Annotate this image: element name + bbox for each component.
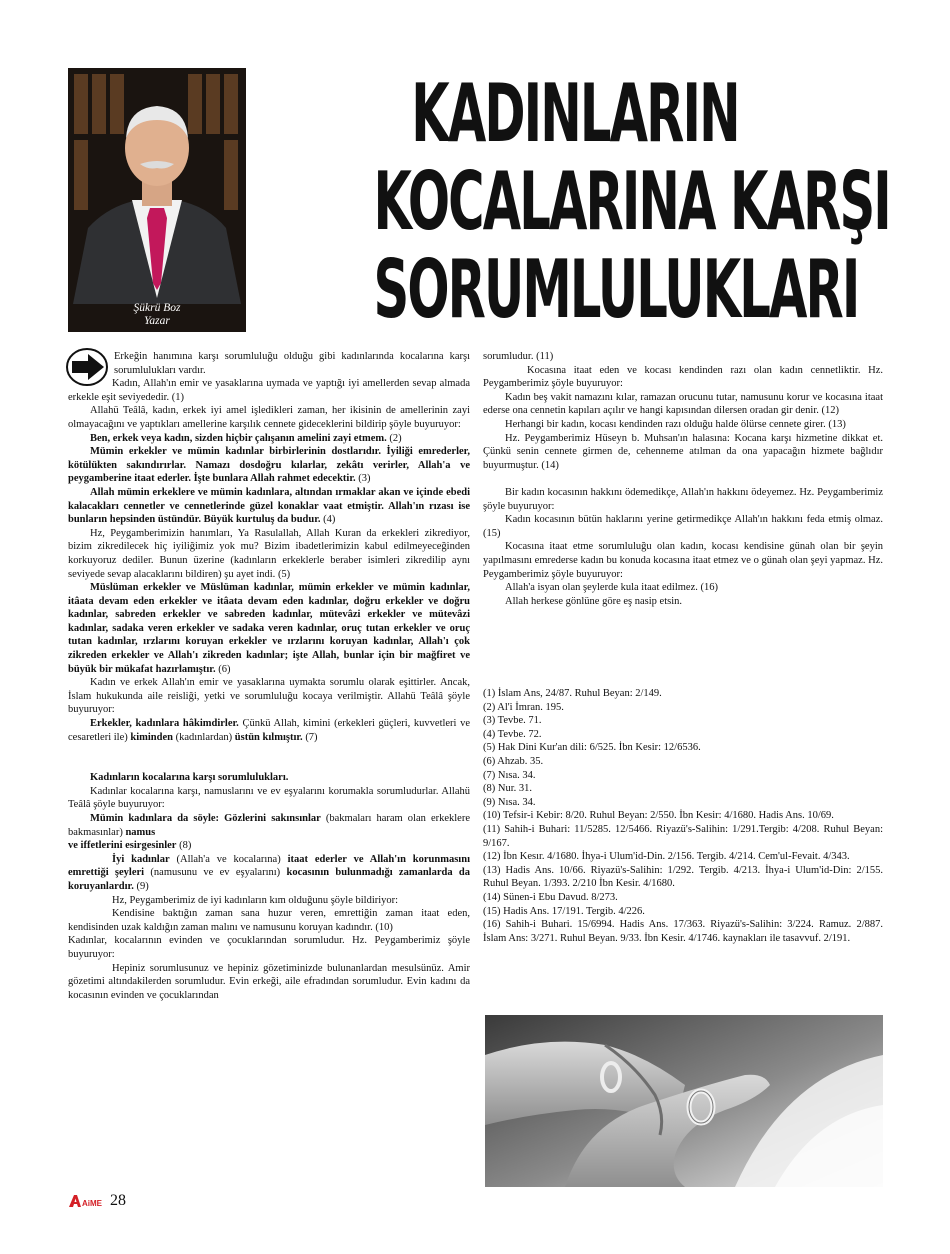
reference-item: (9) Nısa. 34. [483,796,536,808]
paragraph-text: (kadınlardan) [175,731,233,743]
verse-text: üstün kılmıştır. [234,731,303,743]
paragraph: Hz. Peygamberimiz Hüseyn b. Muhsan'ın halasına: Kocana karşı hizmetine dikkat et. Çünkü senin cennete girmen de, cehenneme atılman da ona yapacağın hizmete bağlıdır buyurmuştur. (14) [483,432,883,471]
verse-quote [68,853,470,894]
footnote-ref: (3) [358,473,371,485]
hands-illustration [485,1015,883,1187]
verse-text: namus [125,826,156,838]
reference-item: (14) Sünen-i Ebu Davud. 8/273. [483,891,618,903]
paragraph: sorumludur. (11) [483,351,554,362]
verse-text: Allah mümin erkeklere ve mümin kadınlara, altından ırmaklar akan ve içinde ebedi kalacakları cennetler ve cennetlerinde güzel konaklar vaat etmiştir. Allah'ın rızası ise bunların hepsinden üstündür. Büyük kurtuluş da budur. [68,486,470,526]
paragraph: Kadın beş vakit namazını kılar, ramazan orucunu tutar, namusunu korur ve kocasına itaat ederse ona cennetin kapıları açılır ve hangi kapısından dilersen oradan gir denir. (12) [483,391,883,417]
paragraph-text: (namusunu ve ev eşyalarını) [150,867,281,879]
author-portrait [68,68,246,332]
verse-text: Ben, erkek veya kadın, sizden hiçbir çalışanın amelini zayi etmem. [90,432,387,444]
paragraph-text: Çünkü Allah, kimini (erkekleri güçleri, kuvvetleri ve cesaretleri ile) [68,718,471,743]
footnote-ref: (6) [218,663,231,675]
spacer [68,744,470,771]
author-role: Yazar [144,315,170,327]
paragraph: Herhangi bir kadın, kocası kendinden razı olduğu halde ölürse cennete girer. (13) [505,418,846,430]
section-heading [68,771,470,785]
reference-item: (13) Hadis Ans. 10/66. Riyazü's-Salihin: 1/292. Tergib. 4/213. İhya-i Ulum'id-Din: 2/155. Ruhul Beyan. 1/393. 2/210 İbn Kesir. 4/1680. [483,864,883,890]
author-photo [68,68,246,332]
paragraph-text: Hz, Peygamberimizin hanımları, Ya Rasulallah, Allah Kuran da erkekleri zikrediyor, bizim zikredilecek hiç iyiliğimiz yok mu? Bizim ibadetlerimizin kabul edilmeyeceğinden korkuyoruz dediler. Bunun üzerine (kadınların erkeklerle beraber isimleri zikredilip aynı seviyede sevap alacaklarını bildiren) şu ayet indi. [68,527,470,580]
verse-text: kiminden [130,731,173,743]
paragraph: Allah'a isyan olan şeylerde kula itaat edilmez. (16) [505,582,718,594]
paragraph-text: (Allah'a ve kocalarına) [176,853,281,865]
verse-text: kocasının bulunmadığı zamanlarda da koruyanlardır. [68,867,471,892]
reference-item: (10) Tefsir-i Kebir: 8/20. Ruhul Beyan: 2/550. İbn Kesir: 4/1680. Hadis Ans. 10/69. [483,810,834,822]
verse-quote [68,445,470,486]
verse-text: İyi kadınlar [112,853,170,865]
reference-item: (8) Nur. 31. [483,783,532,795]
reference-item: (3) Tevbe. 71. [483,715,542,727]
reference-item: (12) İbn Kesır. 4/1680. İhya-i Ulum'id-Din. 2/156. Tergib. 4/214. Cem'ul-Fevait. 4/343. [483,851,850,863]
paragraph: Allahü Teâlâ, kadın, erkek iyi amel işledikleri zaman, her ikisinin de amellerinin zayi olmayacağını ve yaptıkları amellerine karşılık cennete gideceklerini bildirip şöyle buyuruyor: [68,405,470,430]
verse-text: Mümin erkekler ve mümin kadınlar birbirlerinin dostlarıdır. İyiliği emrederler, kötülükten sakındırırlar. Namazı dosdoğru kılarlar, zekâtı verirler, Allah'a ve peygamberine itaat ederler. İşte bunlara Allah rahmet edecektir. [68,446,470,485]
brand-name: AiME [82,1199,102,1208]
section-heading-text: Kadınların kocalarına karşı sorumlulukları. [90,772,289,784]
verse-quote [68,812,470,853]
brand-logo [68,1194,106,1208]
reference-item: (2) Al'i İmran. 195. [483,701,564,713]
paragraph: Allah herkese gönlüne göre eş nasip etsin. [505,595,682,607]
references-list [483,687,883,945]
reference-item: (7) Nısa. 34. [483,769,536,781]
right-column [483,350,883,608]
paragraph: Kadın ve erkek Allah'ın emir ve yasaklarına uymakta sorumlu olarak eşittirler. Ancak, İslam hukukunda aile reisliği, yetki ve sorumluluğu kocaya verilmiştir. Allahü Teâlâ şöyle buyuruyor: [68,677,470,716]
paragraph: Kocasına itaat etme sorumluluğu olan kadın, kocası kendisine günah olan bir şeyin yapılmasını emrederse kadın bu konuda kocasına itaat etmez ve o günah olan şeyi yapmaz. Hz. Peygamberimiz şöyle buyuruyor: [483,541,883,580]
reference-item: (4) Tevbe. 72. [483,728,542,740]
article-title [373,67,890,336]
author-caption [68,302,246,328]
reference-item: (5) Hak Dini Kur'an dili: 6/525. İbn Kesir: 12/6536. [483,742,701,754]
spacer [483,472,883,486]
reference-item: (15) Hadis Ans. 17/191. Tergib. 4/226. [483,905,645,917]
title-line-3: SORUMLULUKLARI [373,243,859,336]
paragraph: Erkeğin hanımına karşı sorumluluğu olduğu gibi kadınlarında kocalarına karşı sorumlulukları vardır. [114,351,470,376]
verse-quote [68,581,470,676]
footnote-ref: (2) [389,432,402,444]
paragraph-text: (bakmaları haram olan erkeklere bakmasınlar) [68,813,470,838]
paragraph: Bir kadın kocasının hakkını ödemedikçe, Allah'ın hakkını ödeyemez. Hz. Peygamberimiz şöyle buyuruyor: [483,486,883,512]
footnote-ref: (7) [305,731,318,743]
page-footer [68,1192,188,1210]
reference-item: (6) Ahzab. 35. [483,755,544,767]
reference-item: (11) Sahih-i Buhari: 11/5285. 12/5466. Riyazü's-Salihin: 1/291.Tergib: 4/208. Ruhul Beyan: 9/167. [483,823,883,849]
verse-quote [68,432,470,446]
footnote-ref: (5) [277,568,291,580]
paragraph: Kadın kocasının bütün haklarını yerine getirmedikçe Allah'ın hakkını feda etmiş olmaz. (15) [483,514,883,539]
page-number: 28 [110,1192,126,1209]
title-line-1: KADINLARIN [411,67,739,160]
footnote-ref: (8) [179,840,192,852]
footnote-ref: (9) [136,880,149,892]
title-line-2: KOCALARINA KARŞI [373,155,890,248]
reference-item: (16) Sahih-i Buhari. 15/6994. Hadis Ans. 17/363. Riyazü's-Salihin: 3/224. Ramuz. 2/887. İslam Ans: 3/271. Ruhul Beyan. 9/33. İbn Kesir. 4/1746. kaynakları ile tasavvuf. 2/191. [483,919,883,944]
paragraph: Hz, Peygamberimiz de iyi kadınların kım olduğunu şöyle bildiriyor: [112,894,399,906]
verse-text: itaat ederler ve Allah'ın korunmasını emrettiği şeyleri [68,853,470,879]
verse-text: Mümin kadınlara da söyle: Gözlerini sakınsınlar [90,813,321,824]
paragraph: Kendisine baktığın zaman sana huzur veren, emrettiğin zaman itaat eden, kendisinden uzak kaldığın zaman malını ve namusunu koruyan kadındır. (10) [68,908,470,933]
verse-text: Erkekler, kadınlara hâkimdirler. [90,718,239,730]
hands-rings-photo [485,1015,883,1187]
paragraph: Kadınlar kocalarına karşı, namuslarını ve ev eşyalarını korumakla sorumludurlar. Allahü Teâlâ şöyle buyuruyor: [68,785,470,811]
paragraph [68,527,470,581]
reference-item: (1) İslam Ans, 24/87. Ruhul Beyan: 2/149. [483,688,662,699]
paragraph: Hepiniz sorumlusunuz ve hepiniz gözetiminizde bulunanlardan mesulsünüz. Amir gözetimi altındakilerden sorumludur. Evin erkeği, aile efradından sorumludur. Evin kadını da kocasının evinden ve çocuklarından [68,962,470,1001]
verse-text: Müslüman erkekler ve Müslüman kadınlar, mümin erkekler ve mümin kadınlar, itâata devam eden erkekler ve itâata devam eden kadınlar, doğru erkekler ve doğru kadınlar, sabreden erkekler ve sabreden kadınlar, mütevâzi erkekler ve mütevâzi kadınlar, sadaka veren erkekler ve sadaka veren kadınlar, oruç tutan erkekler ve oruç tutan kadınlar, ırzlarını koruyan erkekler ve ırzlarını koruyan kadınlar, Allah'ı çok zikreden erkekler ve Allah'ı zikreden kadınlar; işte Allah, bunlar için bir mağfiret ve büyük bir mükafat hazırlamıştır. [68,582,470,675]
verse-quote [68,717,470,744]
paragraph: Kadınlar, kocalarının evinden ve çocuklarından sorumludur. Hz. Peygamberimiz şöyle buyuruyor: [68,935,470,960]
left-column [68,350,470,1002]
author-name: Şükrü Boz [133,302,181,314]
verse-text: ve iffetlerini esirgesinler [68,840,177,852]
verse-quote [68,486,470,527]
footnote-ref: (4) [323,514,336,526]
paragraph: Kocasına itaat eden ve kocası kendinden razı olan kadın cennetliktir. Hz. Peygamberimiz şöyle buyuruyor: [483,364,883,390]
paragraph: Kadın, Allah'ın emir ve yasaklarına uymada ve yaptığı iyi amellerden sevap almada erkekle eşit seviyededir. (1) [68,378,470,403]
